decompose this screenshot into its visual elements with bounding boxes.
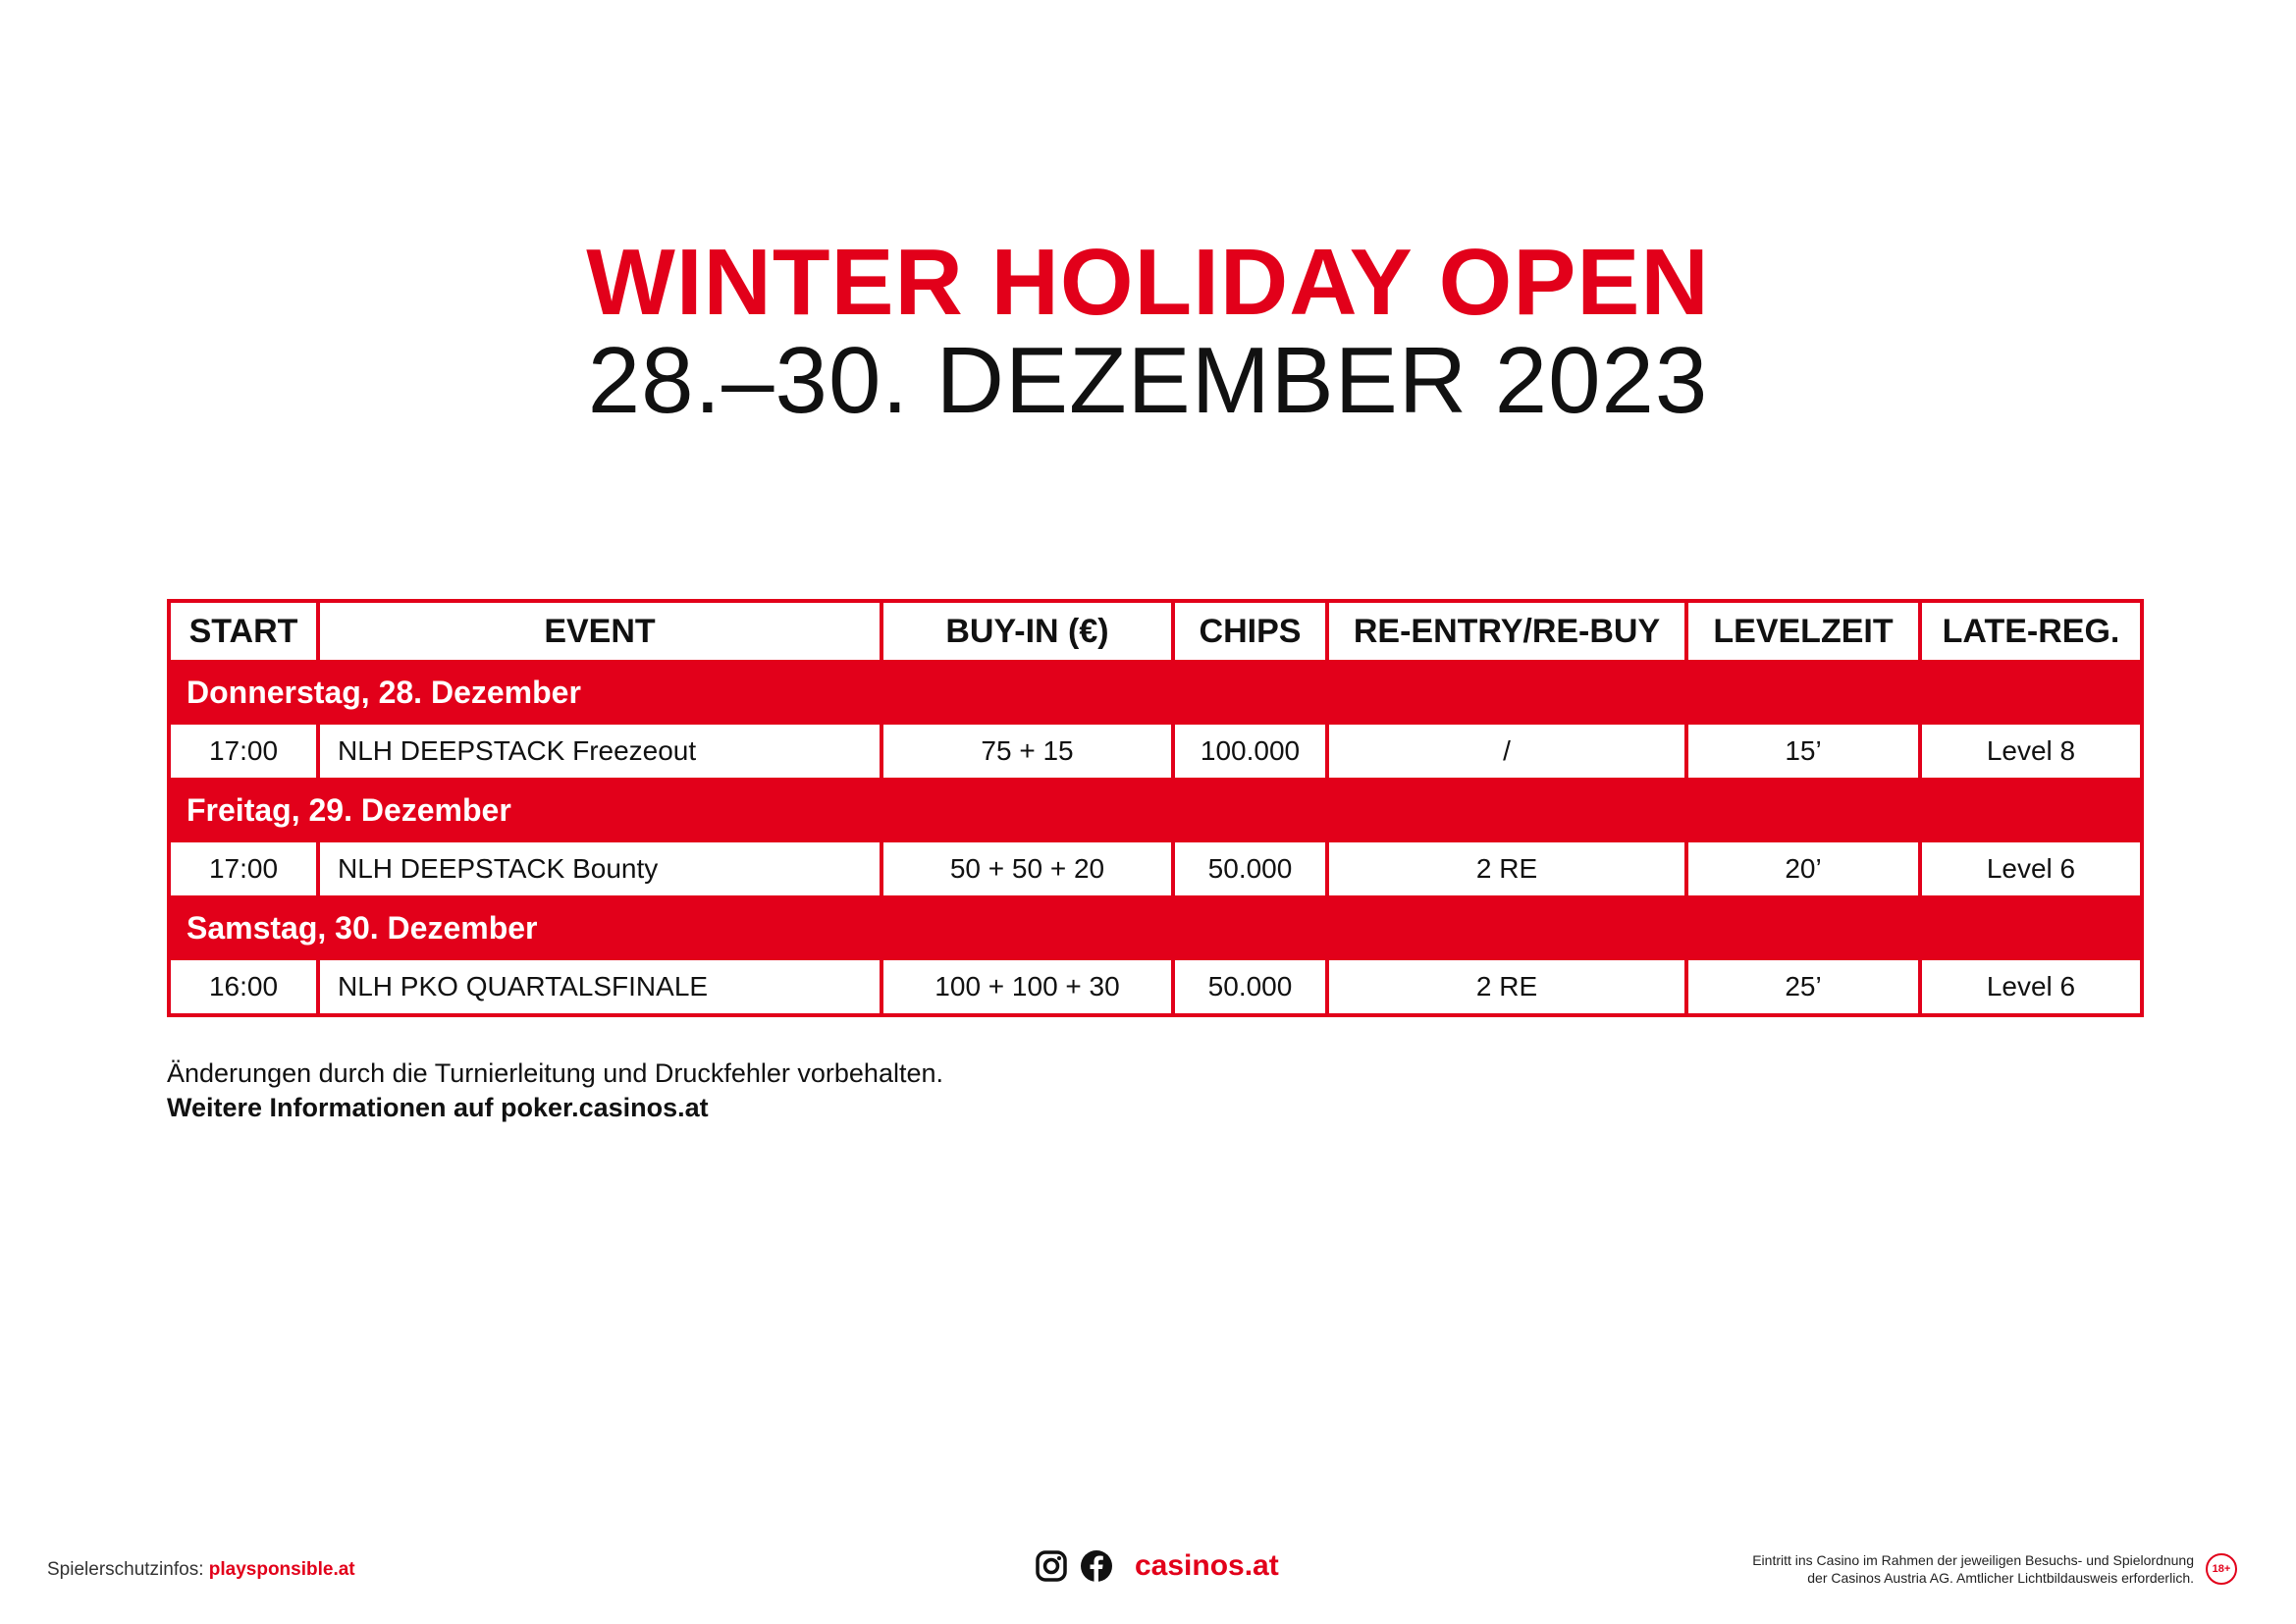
legal-text: [1752, 1551, 2194, 1587]
day-row: [169, 897, 2142, 958]
legal-footer: [1752, 1551, 2237, 1587]
cell-event: NLH DEEPSTACK Bounty: [318, 840, 881, 897]
playsponsible-link[interactable]: playsponsible.at: [208, 1559, 355, 1580]
age-restriction-badge: 18+: [2206, 1553, 2237, 1585]
cell-levelzeit: 15’: [1686, 723, 1920, 780]
cell-start: 16:00: [169, 958, 318, 1015]
cell-chips: 100.000: [1173, 723, 1327, 780]
cell-latereg: Level 8: [1920, 723, 2142, 780]
cell-chips: 50.000: [1173, 958, 1327, 1015]
day-label: Samstag, 30. Dezember: [169, 897, 2142, 958]
cell-chips: 50.000: [1173, 840, 1327, 897]
instagram-icon[interactable]: [1035, 1549, 1068, 1583]
casinos-website-link[interactable]: casinos.at: [1135, 1549, 1279, 1582]
cell-event: NLH PKO QUARTALSFINALE: [318, 958, 881, 1015]
day-label: Freitag, 29. Dezember: [169, 780, 2142, 840]
social-links: [1035, 1549, 1279, 1583]
cell-levelzeit: 25’: [1686, 958, 1920, 1015]
cell-start: 17:00: [169, 723, 318, 780]
disclaimer-note: [167, 1056, 943, 1125]
cell-latereg: Level 6: [1920, 958, 2142, 1015]
player-protection-info: [47, 1559, 355, 1581]
cell-levelzeit: 20’: [1686, 840, 1920, 897]
table-row: [169, 723, 2142, 780]
cell-reentry: 2 RE: [1327, 840, 1686, 897]
column-header-reentry: RE-ENTRY/RE-BUY: [1327, 601, 1686, 662]
column-header-buyin: BUY-IN (€): [881, 601, 1173, 662]
cell-reentry: /: [1327, 723, 1686, 780]
cell-buyin: 100 + 100 + 30: [881, 958, 1173, 1015]
column-header-event: EVENT: [318, 601, 881, 662]
table-row: [169, 958, 2142, 1015]
legal-line-2: der Casinos Austria AG. Amtlicher Lichtbildausweis erforderlich.: [1807, 1570, 2194, 1586]
column-header-levelzeit: LEVELZEIT: [1686, 601, 1920, 662]
disclaimer-text: Änderungen durch die Turnierleitung und Druckfehler vorbehalten.: [167, 1058, 944, 1088]
day-label: Donnerstag, 28. Dezember: [169, 662, 2142, 723]
cell-reentry: 2 RE: [1327, 958, 1686, 1015]
legal-line-1: Eintritt ins Casino im Rahmen der jeweiligen Besuchs- und Spielordnung: [1752, 1552, 2194, 1568]
cell-buyin: 50 + 50 + 20: [881, 840, 1173, 897]
column-header-chips: CHIPS: [1173, 601, 1327, 662]
cell-buyin: 75 + 15: [881, 723, 1173, 780]
player-protection-label: Spielerschutzinfos:: [47, 1559, 209, 1580]
table-row: [169, 840, 2142, 897]
facebook-icon[interactable]: [1080, 1549, 1113, 1583]
event-title: WINTER HOLIDAY OPEN: [586, 230, 1710, 335]
cell-latereg: Level 6: [1920, 840, 2142, 897]
cell-start: 17:00: [169, 840, 318, 897]
schedule-table: [167, 599, 2144, 1017]
more-info-text: Weitere Informationen auf poker.casinos.at: [167, 1093, 709, 1122]
column-header-latereg: LATE-REG.: [1920, 601, 2142, 662]
table-header-row: [169, 601, 2142, 662]
cell-event: NLH DEEPSTACK Freezeout: [318, 723, 881, 780]
column-header-start: START: [169, 601, 318, 662]
day-row: [169, 662, 2142, 723]
event-date: 28.–30. DEZEMBER 2023: [587, 328, 1709, 433]
day-row: [169, 780, 2142, 840]
